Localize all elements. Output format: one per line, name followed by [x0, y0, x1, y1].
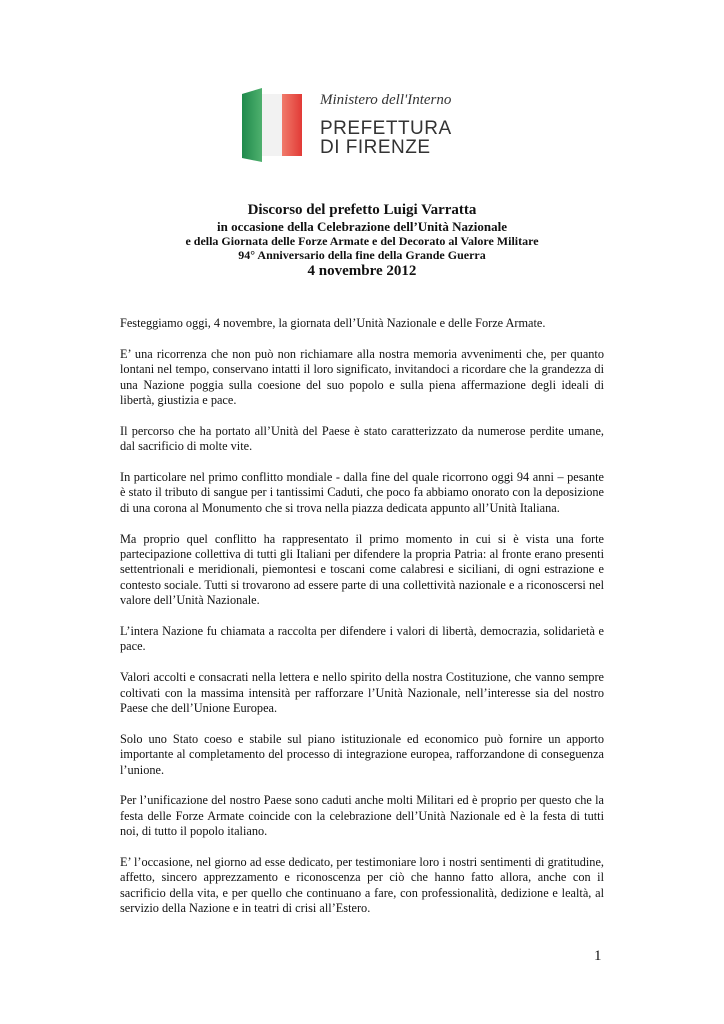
prefettura-line-2: DI FIRENZE	[320, 137, 431, 158]
ministry-name: Ministero dell'Interno	[320, 92, 452, 108]
paragraph: In particolare nel primo conflitto mondiale - dalla fine del quale ricorrono oggi 94 anni – pesante è stato il tributo di sangue per i tantissimi Caduti, che poco fa abbiamo onorato con la deposizione di una corona al Monumento che si trova nella piazza dedicata appunto all’Unità Italiana.	[120, 470, 604, 515]
logo-text	[320, 92, 490, 157]
paragraph: L’intera Nazione fu chiamata a raccolta per difendere i valori di libertà, democrazia, solidarietà e pace.	[120, 624, 604, 654]
paragraph: Valori accolti e consacrati nella lettera e nello spirito della nostra Costituzione, che vanno sempre coltivati con la massima intensità per rafforzare l’Unità Nazionale, nell’interesse sia del nostro Paese che dell’Unione Europea.	[120, 670, 604, 716]
title-date: 4 novembre 2012	[307, 263, 417, 279]
paragraph: Solo uno Stato coeso e stabile sul piano istituzionale ed economico può fornire un apporto importante al completamento del processo di integrazione europea, rafforzandone di conseguenza l’unione.	[120, 731, 604, 777]
title-line-4: 94° Anniversario della fine della Grande Guerra	[238, 248, 486, 262]
paragraph: Festeggiamo oggi, 4 novembre, la giornata dell’Unità Nazionale e delle Forze Armate.	[120, 316, 546, 330]
paragraph: Ma proprio quel conflitto ha rappresentato il primo momento in cui si è vista una forte partecipazione collettiva di tutti gli Italiani per difendere la propria Patria: al fronte erano presenti settentrionali e meridionali, piemontesi e toscani come calabresi e siciliani, di ogni estrazione e contesto sociale. Tutti si trovarono ad essere parte di una collettività nazionale e a riconoscersi nel valore dell’Unità Nazionale.	[120, 531, 604, 608]
paragraph: E’ una ricorrenza che non può non richiamare alla nostra memoria avvenimenti che, per quanto lontani nel tempo, conservano intatti il loro significato, invitandoci a ricordare che la grandezza di una Nazione poggia sulla coesione del suo popolo e sulla piena affermazione degli ideali di libertà, giustizia e pace.	[120, 346, 604, 408]
paragraph: Il percorso che ha portato all’Unità del Paese è stato caratterizzato da numerose perdite umane, dal sacrificio di molte vite.	[120, 423, 604, 454]
title-line-1: Discorso del prefetto Luigi Varratta	[247, 202, 477, 218]
paragraph: E’ l’occasione, nel giorno ad esse dedicato, per testimoniare loro i nostri sentimenti di gratitudine, affetto, sincero apprezzamento e riconoscenza per ciò che hanno fatto allora, anche con il sacrificio della vita, e per quello che continuano a fare, con professionalità, dedizione e lealtà, al servizio della Nazione e in teatri di crisi all’Estero.	[120, 855, 604, 916]
tricolor-flag-icon	[240, 88, 304, 162]
speech-title	[100, 201, 624, 280]
paragraph: Per l’unificazione del nostro Paese sono caduti anche molti Militari ed è proprio per questo che la festa delle Forze Armate coincide con la celebrazione dell’Unità Nazionale ed è la festa di tutti noi, di tutto il popolo italiano.	[120, 793, 604, 839]
prefettura-line-1: PREFETTURA	[320, 118, 452, 139]
speech-body	[120, 316, 604, 932]
title-line-2: in occasione della Celebrazione dell’Unità Nazionale	[217, 219, 507, 234]
prefettura-logo	[240, 88, 480, 166]
page-number: 1	[594, 948, 602, 964]
title-line-3: e della Giornata delle Forze Armate e del Decorato al Valore Militare	[185, 234, 539, 248]
